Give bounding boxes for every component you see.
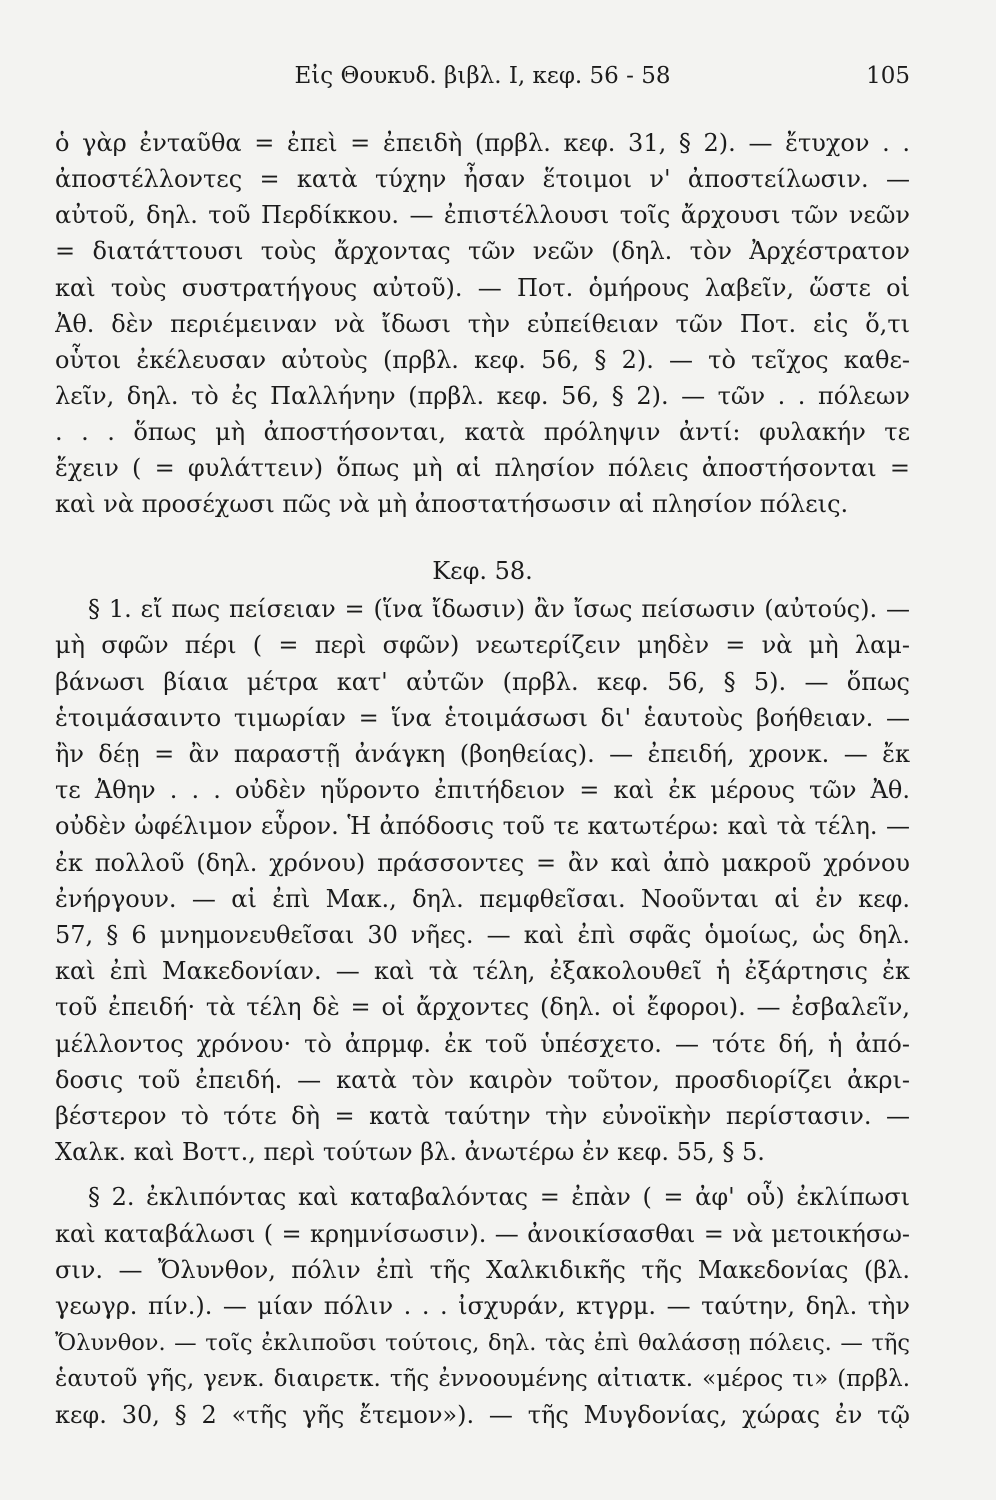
text-line: καὶ ἐπὶ Μακεδονίαν. — καὶ τὰ τέλη, ἐξακολουθεῖ ἡ ἐξάρτησις ἐκ [55, 957, 910, 985]
text-line: ἑτοιμάσαιντο τιμωρίαν = ἵνα ἑτοιμάσωσι δι' ἑαυτοὺς βοήθειαν. — [55, 704, 910, 732]
text-line: μὴ σφῶν πέρι ( = περὶ σφῶν) νεωτερίζειν μηδὲν = νὰ μὴ λαμ- [55, 631, 910, 659]
text-line: οὗτοι ἐκέλευσαν αὐτοὺς (πρβλ. κεφ. 56, § 2). — τὸ τεῖχος καθε- [55, 346, 910, 374]
text-line: ἢν δέῃ = ἂν παραστῇ ἀνάγκη (βοηθείας). — ἐπειδή, χρονκ. — ἔκ [55, 740, 910, 768]
text-line: ὁ γὰρ ἐνταῦθα = ἐπεὶ = ἐπειδὴ (πρβλ. κεφ. 31, § 2). — ἔτυχον . . [55, 129, 910, 157]
text-line: καὶ νὰ προσέχωσι πῶς νὰ μὴ ἀποστατήσωσιν αἱ πλησίον πόλεις. [55, 490, 849, 518]
text-line: κεφ. 30, § 2 «τῆς γῆς ἔτεμον»). — τῆς Μυγδονίας, χώρας ἐν τῷ [55, 1401, 910, 1429]
running-title: Εἰς Θουκυδ. βιβλ. I, κεφ. 56 - 58 [294, 63, 671, 89]
text-line: Χαλκ. καὶ Βοττ., περὶ τούτων βλ. ἀνωτέρω ἐν κεφ. 55, § 5. [55, 1138, 765, 1166]
text-line: γεωγρ. πίν.). — μίαν πόλιν . . . ἰσχυράν, κτγρμ. — ταύτην, δηλ. τὴν [55, 1292, 910, 1320]
text-line: αὐτοῦ, δηλ. τοῦ Περδίκκου. — ἐπιστέλλουσι τοῖς ἄρχουσι τῶν νεῶν [55, 201, 910, 229]
text-line: ἀποστέλλοντες = κατὰ τύχην ἦσαν ἕτοιμοι ν' ἀποστείλωσιν. — [55, 165, 910, 193]
text-line: τοῦ ἐπειδή· τὰ τέλη δὲ = οἱ ἄρχοντες (δηλ. οἱ ἔφοροι). — ἐσβαλεῖν, [55, 993, 910, 1021]
text-line: βέστερον τὸ τότε δὴ = κατὰ ταύτην τὴν εὐνοϊκὴν περίστασιν. — [55, 1102, 910, 1130]
text-line: Ἀθ. δὲν περιέμειναν νὰ ἴδωσι τὴν εὐπείθειαν τῶν Ποτ. εἰς ὅ,τι [55, 310, 910, 338]
text-line: ἐκ πολλοῦ (δηλ. χρόνου) πράσσοντες = ἂν καὶ ἀπὸ μακροῦ χρόνου [55, 849, 910, 877]
text-line: λεῖν, δηλ. τὸ ἐς Παλλήνην (πρβλ. κεφ. 56, § 2). — τῶν . . πόλεων [55, 382, 910, 410]
text-line: Ὄλυνθον. — τοῖς ἐκλιποῦσι τούτοις, δηλ. τὰς ἐπὶ θαλάσσῃ πόλεις. — τῆς [55, 1330, 910, 1356]
text-line: καὶ τοὺς συστρατήγους αὐτοῦ). — Ποτ. ὁμήρους λαβεῖν, ὥστε οἱ [55, 274, 910, 302]
text-line: 57, § 6 μνημονευθεῖσαι 30 νῆες. — καὶ ἐπὶ σφᾶς ὁμοίως, ὡς δηλ. [55, 921, 910, 949]
text-line: ἔχειν ( = φυλάττειν) ὅπως μὴ αἱ πλησίον πόλεις ἀποστήσονται = [55, 454, 910, 482]
text-line: = διατάττουσι τοὺς ἄρχοντας τῶν νεῶν (δηλ. τὸν Ἀρχέστρατον [55, 237, 910, 265]
text-line: § 1. εἴ πως πείσειαν = (ἵνα ἴδωσιν) ἂν ἴσως πείσωσιν (αὐτούς). — [88, 595, 910, 623]
text-line: § 2. ἐκλιπόντας καὶ καταβαλόντας = ἐπὰν ( = ἀφ' οὗ) ἐκλίπωσι [88, 1183, 910, 1211]
page-number: 105 [866, 63, 910, 89]
text-line: οὐδὲν ὠφέλιμον εὗρον. Ἡ ἀπόδοσις τοῦ τε κατωτέρω: καὶ τὰ τέλη. — [55, 812, 910, 840]
text-line: τε Ἀθην . . . οὐδὲν ηὕροντο ἐπιτήδειον = καὶ ἐκ μέρους τῶν Ἀθ. [55, 776, 910, 804]
text-line: βάνωσι βίαια μέτρα κατ' αὐτῶν (πρβλ. κεφ. 56, § 5). — ὅπως [55, 668, 910, 696]
text-line: . . . ὅπως μὴ ἀποστήσονται, κατὰ πρόληψιν ἀντί: φυλακήν τε [55, 418, 910, 446]
text-line: δοσις τοῦ ἐπειδή. — κατὰ τὸν καιρὸν τοῦτον, προσδιορίζει ἀκρι- [55, 1066, 910, 1094]
section-heading: Κεφ. 58. [432, 557, 533, 585]
text-line: καὶ καταβάλωσι ( = κρημνίσωσιν). — ἀνοικίσασθαι = νὰ μετοικήσω- [55, 1220, 910, 1248]
text-line: σιν. — Ὄλυνθον, πόλιν ἐπὶ τῆς Χαλκιδικῆς τῆς Μακεδονίας (βλ. [55, 1256, 910, 1284]
running-header [55, 58, 910, 94]
text-line: ἐνήργουν. — αἱ ἐπὶ Μακ., δηλ. πεμφθεῖσαι. Νοοῦνται αἱ ἐν κεφ. [55, 885, 910, 913]
text-line: μέλλοντος χρόνου· τὸ ἀπρμφ. ἐκ τοῦ ὑπέσχετο. — τότε δή, ἡ ἀπό- [55, 1030, 910, 1058]
text-line: ἑαυτοῦ γῆς, γενκ. διαιρετκ. τῆς ἐννοουμένης αἰτιατκ. «μέρος τι» (πρβλ. [55, 1366, 910, 1392]
